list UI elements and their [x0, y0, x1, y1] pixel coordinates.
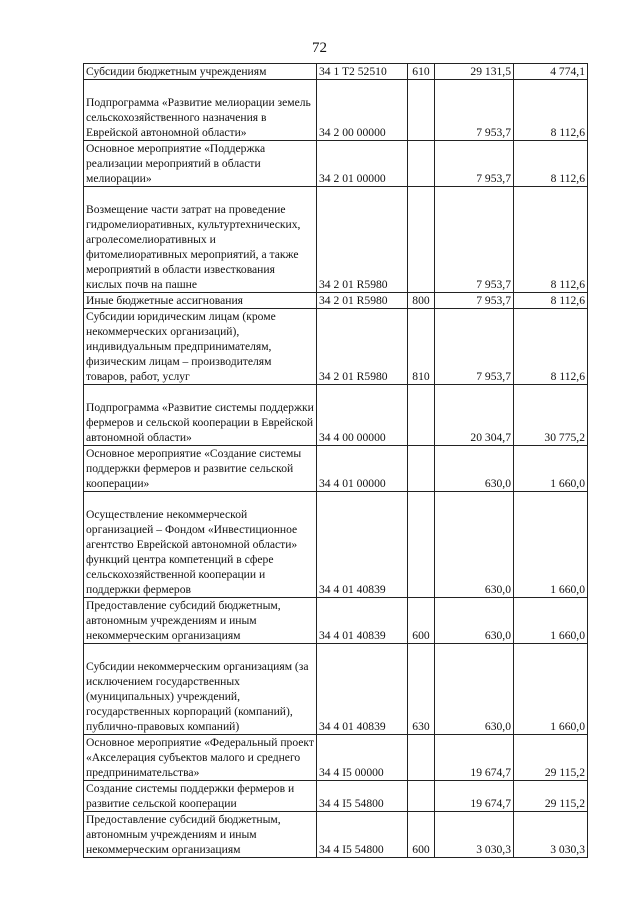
- row-expense-type: [408, 187, 435, 293]
- row-name: Подпрограмма «Развитие мелиорации земель сельскохозяйственного назначения в Еврейской автономной области»: [84, 80, 317, 141]
- row-value-1: 7 953,7: [435, 309, 514, 385]
- row-code: 34 2 00 00000: [317, 80, 408, 141]
- table-row: [84, 644, 588, 735]
- row-value-1: 7 953,7: [435, 293, 514, 309]
- row-value-2: 8 112,6: [514, 293, 588, 309]
- row-code: 34 2 01 R5980: [317, 309, 408, 385]
- row-value-2: 30 775,2: [514, 385, 588, 446]
- row-value-1: 7 953,7: [435, 141, 514, 187]
- table-row: [84, 64, 588, 80]
- row-value-1: 630,0: [435, 598, 514, 644]
- row-name: Предоставление субсидий бюджетным, автономным учреждениям и иным некоммерческим организациям: [84, 812, 317, 858]
- row-expense-type: [408, 446, 435, 492]
- row-value-2: 29 115,2: [514, 735, 588, 781]
- row-value-2: 8 112,6: [514, 141, 588, 187]
- row-code: 34 4 01 00000: [317, 446, 408, 492]
- row-expense-type: [408, 385, 435, 446]
- table-row: [84, 735, 588, 781]
- row-value-2: 4 774,1: [514, 64, 588, 80]
- row-expense-type: 600: [408, 812, 435, 858]
- row-expense-type: 810: [408, 309, 435, 385]
- table-row: [84, 492, 588, 598]
- row-name: Основное мероприятие «Поддержка реализации мероприятий в области мелиорации»: [84, 141, 317, 187]
- row-code: 34 4 I5 00000: [317, 735, 408, 781]
- table-row: [84, 812, 588, 858]
- row-value-1: 7 953,7: [435, 80, 514, 141]
- row-value-1: 7 953,7: [435, 187, 514, 293]
- row-value-2: 8 112,6: [514, 80, 588, 141]
- row-code: 34 2 01 R5980: [317, 187, 408, 293]
- row-expense-type: [408, 492, 435, 598]
- row-value-1: 29 131,5: [435, 64, 514, 80]
- row-code: 34 4 01 40839: [317, 492, 408, 598]
- row-name: Основное мероприятие «Федеральный проект «Акселерация субъектов малого и среднего предпринимательства»: [84, 735, 317, 781]
- table-row: [84, 446, 588, 492]
- row-expense-type: [408, 80, 435, 141]
- table-row: [84, 385, 588, 446]
- row-code: 34 4 01 40839: [317, 598, 408, 644]
- row-expense-type: 600: [408, 598, 435, 644]
- table-row: [84, 141, 588, 187]
- row-value-2: 1 660,0: [514, 446, 588, 492]
- row-expense-type: 800: [408, 293, 435, 309]
- row-value-2: 3 030,3: [514, 812, 588, 858]
- row-code: 34 2 01 00000: [317, 141, 408, 187]
- row-code: 34 4 01 40839: [317, 644, 408, 735]
- row-expense-type: 630: [408, 644, 435, 735]
- row-code: 34 1 T2 52510: [317, 64, 408, 80]
- row-code: 34 4 I5 54800: [317, 812, 408, 858]
- row-expense-type: [408, 141, 435, 187]
- row-name: Предоставление субсидий бюджетным, автономным учреждениям и иным некоммерческим организациям: [84, 598, 317, 644]
- row-value-1: 19 674,7: [435, 735, 514, 781]
- row-value-1: 630,0: [435, 644, 514, 735]
- row-value-2: 1 660,0: [514, 598, 588, 644]
- table-row: [84, 187, 588, 293]
- table-row: [84, 80, 588, 141]
- row-expense-type: 610: [408, 64, 435, 80]
- budget-table-body: [84, 64, 588, 858]
- row-name: Подпрограмма «Развитие системы поддержки фермеров и сельской кооперации в Еврейской автономной области»: [84, 385, 317, 446]
- row-name: Иные бюджетные ассигнования: [84, 293, 317, 309]
- row-name: Субсидии юридическим лицам (кроме некоммерческих организаций), индивидуальным предпринимателям, физическим лицам – производителям товаров, работ, услуг: [84, 309, 317, 385]
- row-name: Создание системы поддержки фермеров и развитие сельской кооперации: [84, 781, 317, 812]
- row-code: 34 4 I5 54800: [317, 781, 408, 812]
- row-name: Субсидии некоммерческим организациям (за исключением государственных (муниципальных) учреждений, государственных корпораций (компаний), публично-правовых компаний): [84, 644, 317, 735]
- row-value-1: 3 030,3: [435, 812, 514, 858]
- row-value-2: 8 112,6: [514, 309, 588, 385]
- row-value-2: 29 115,2: [514, 781, 588, 812]
- row-value-2: 8 112,6: [514, 187, 588, 293]
- page-number: 72: [312, 40, 327, 56]
- table-row: [84, 293, 588, 309]
- row-name: Субсидии бюджетным учреждениям: [84, 64, 317, 80]
- row-value-1: 630,0: [435, 492, 514, 598]
- row-value-1: 19 674,7: [435, 781, 514, 812]
- table-row: [84, 781, 588, 812]
- row-name: Возмещение части затрат на проведение гидромелиоративных, культуртехнических, агролесомелиоративных и фитомелиоративных мероприятий, а также мероприятий в области известкования кислых почв на пашне: [84, 187, 317, 293]
- row-expense-type: [408, 781, 435, 812]
- table-row: [84, 598, 588, 644]
- row-code: 34 4 00 00000: [317, 385, 408, 446]
- row-name: Осуществление некоммерческой организацией – Фондом «Инвестиционное агентство Еврейской автономной области» функций центра компетенций в сфере сельскохозяйственной кооперации и поддержки фермеров: [84, 492, 317, 598]
- row-value-1: 630,0: [435, 446, 514, 492]
- row-code: 34 2 01 R5980: [317, 293, 408, 309]
- row-expense-type: [408, 735, 435, 781]
- row-name: Основное мероприятие «Создание системы поддержки фермеров и развитие сельской кооперации»: [84, 446, 317, 492]
- row-value-1: 20 304,7: [435, 385, 514, 446]
- budget-table: [83, 63, 588, 858]
- row-value-2: 1 660,0: [514, 492, 588, 598]
- table-row: [84, 309, 588, 385]
- row-value-2: 1 660,0: [514, 644, 588, 735]
